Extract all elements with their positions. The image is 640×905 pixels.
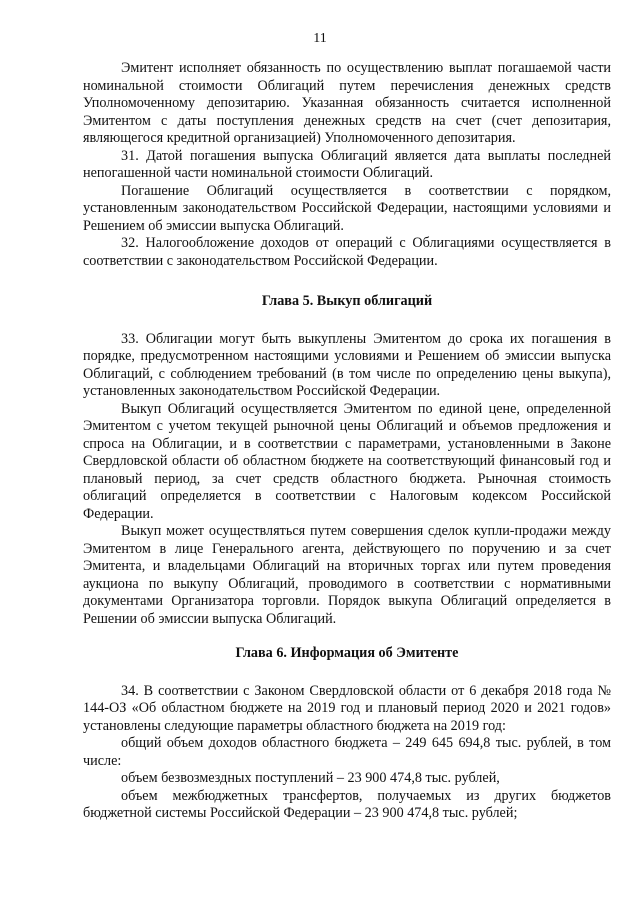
paragraph: 31. Датой погашения выпуска Облигаций является дата выплаты последней непогашенной части номинальной стоимости Облигаций. xyxy=(83,147,611,181)
paragraph: Эмитент исполняет обязанность по осуществлению выплат погашаемой части номинальной стоимости Облигаций путем перечисления денежных средств Уполномоченному депозитарию. Указанная обязанность считается исполненной Эмитентом с даты поступления денежных средств на счет (счет депозитария, являющегося кредитной организацией) Уполномоченного депозитария. xyxy=(83,60,611,146)
page-number: 11 xyxy=(313,31,327,46)
paragraph: 33. Облигации могут быть выкуплены Эмитентом до срока их погашения в порядке, предусмотренном настоящими условиями и Решением об эмиссии выпуска Облигаций, с соблюдением требований (в том числе по определению цены выкупа), установленных законодательством Российской Федерации. xyxy=(83,330,611,399)
paragraph: объем безвозмездных поступлений – 23 900 474,8 тыс. рублей, xyxy=(121,770,500,786)
paragraph: Выкуп может осуществляться путем совершения сделок купли-продажи между Эмитентом в лице Генерального агента, действующего по поручению и за счет Эмитента, и владельцами Облигаций на вторичных торгах или путем проведения аукциона по выкупу Облигаций, проводимого в соответствии с нормативными документами Организатора торговли. Порядок выкупа Облигаций определяется в Решении об эмиссии выпуска Облигаций. xyxy=(83,523,611,627)
chapter-5-heading: Глава 5. Выкуп облигаций xyxy=(261,293,433,309)
paragraph: Погашение Облигаций осуществляется в соответствии с порядком, установленным законодательством Российской Федерации, настоящими условиями и Решением об эмиссии выпуска Облигаций. xyxy=(83,182,611,234)
paragraph: Выкуп Облигаций осуществляется Эмитентом по единой цене, определенной Эмитентом с учетом текущей рыночной цены Облигаций и объемов предложения и спроса на Облигации, и в соответствии с параметрами, установленными в Законе Свердловской области об областном бюджете на соответствующий финансовый год и плановый период, за счет средств областного бюджета. Рыночная стоимость облигаций определяется в соответствии с Налоговым кодексом Российской Федерации. xyxy=(83,400,611,522)
paragraph: общий объем доходов областного бюджета – 249 645 694,8 тыс. рублей, в том числе: xyxy=(83,735,611,769)
paragraph: 34. В соответствии с Законом Свердловской области от 6 декабря 2018 года № 144-ОЗ «Об областном бюджете на 2019 год и плановый период 2020 и 2021 годов» установлены следующие параметры областного бюджета на 2019 год: xyxy=(83,682,611,734)
chapter-6-heading: Глава 6. Информация об Эмитенте xyxy=(235,645,459,661)
paragraph: 32. Налогообложение доходов от операций с Облигациями осуществляется в соответствии с законодательством Российской Федерации. xyxy=(83,235,611,269)
document-body xyxy=(83,60,611,823)
paragraph: объем межбюджетных трансфертов, получаемых из других бюджетов бюджетной системы Российской Федерации – 23 900 474,8 тыс. рублей; xyxy=(83,787,611,821)
